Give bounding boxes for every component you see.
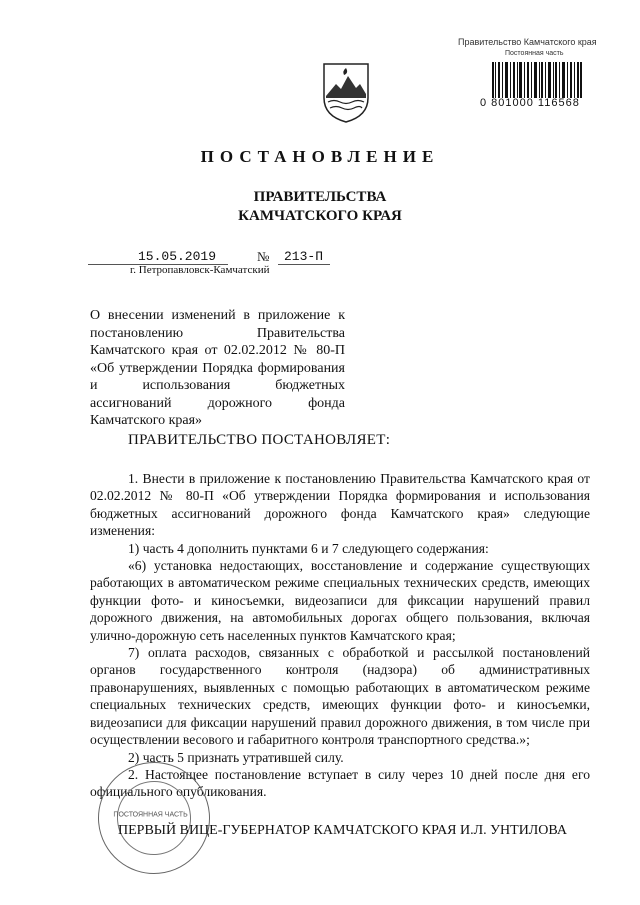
issuer-title: [0, 188, 640, 226]
barcode-number: 0 801000 116568: [480, 97, 580, 109]
issuer-line-2: КАМЧАТСКОГО КРАЯ: [238, 208, 402, 224]
print-org-label: Правительство Камчатского края: [458, 37, 597, 47]
issuer-line-1: ПРАВИТЕЛЬСТВА: [253, 189, 387, 205]
paragraph-5: 2) часть 5 признать утратившей силу.: [128, 749, 344, 765]
signature-line: ПЕРВЫЙ ВИЦЕ-ГУБЕРНАТОР КАМЧАТСКОГО КРАЯ И.Л. УНТИЛОВА: [118, 823, 567, 838]
paragraph-3: «6) установка недостающих, восстановление и содержание существующих работающих в автоматическом режиме специальных технических средств, имеющих функции фото- и киносъемки, видеозаписи для фиксации нарушений правил дорожного движения, на автомобильных дорогах общего пользования, включая улично-дорожную сеть населенных пунктов Камчатского края;: [90, 558, 590, 643]
city-label: г. Петропавловск-Камчатский: [130, 264, 270, 276]
document-subject: О внесении изменений в приложение к постановлению Правительства Камчатского края от 02.02.2012 № 80-П «Об утверждении Порядка формирования и использования бюджетных ассигнований дорожного фонда Камчатского края»: [90, 308, 345, 428]
document-body: [90, 470, 590, 801]
coat-of-arms-icon: [322, 62, 370, 124]
paragraph-1: 1. Внести в приложение к постановлению Правительства Камчатского края от 02.02.2012 № 80-П «Об утверждении Порядка формирования и использования бюджетных ассигнований дорожного фонда Камчатского края» следующие изменения:: [90, 471, 590, 539]
document-number: 213-П: [284, 249, 324, 264]
resolves-heading: ПРАВИТЕЛЬСТВО ПОСТАНОВЛЯЕТ:: [128, 432, 391, 448]
paragraph-2: 1) часть 4 дополнить пунктами 6 и 7 следующего содержания:: [128, 540, 489, 556]
stamp-center-text: ПОСТОЯННАЯ ЧАСТЬ: [113, 811, 188, 819]
number-sign: №: [257, 249, 270, 264]
number-underline: [278, 264, 330, 265]
document-type-title: ПОСТАНОВЛЕНИЕ: [200, 147, 440, 166]
barcode-icon: [492, 62, 582, 98]
paragraph-6: 2. Настоящее постановление вступает в силу через 10 дней после дня его официального опубликования.: [90, 766, 590, 800]
document-date: 15.05.2019: [138, 249, 217, 264]
print-part-label: Постоянная часть: [505, 50, 564, 57]
paragraph-4: 7) оплата расходов, связанных с обработкой и рассылкой постановлений органов государственного контроля (надзора) об административных правонарушениях, выявленных с помощью работающих в автоматическом режиме специальных технических средств, имеющих функции фото- и киносъемки, видеозаписи для фиксации нарушений правил дорожного движения, в том числе при осуществлении весового и габаритного контроля транспортного средства.»;: [90, 645, 590, 748]
